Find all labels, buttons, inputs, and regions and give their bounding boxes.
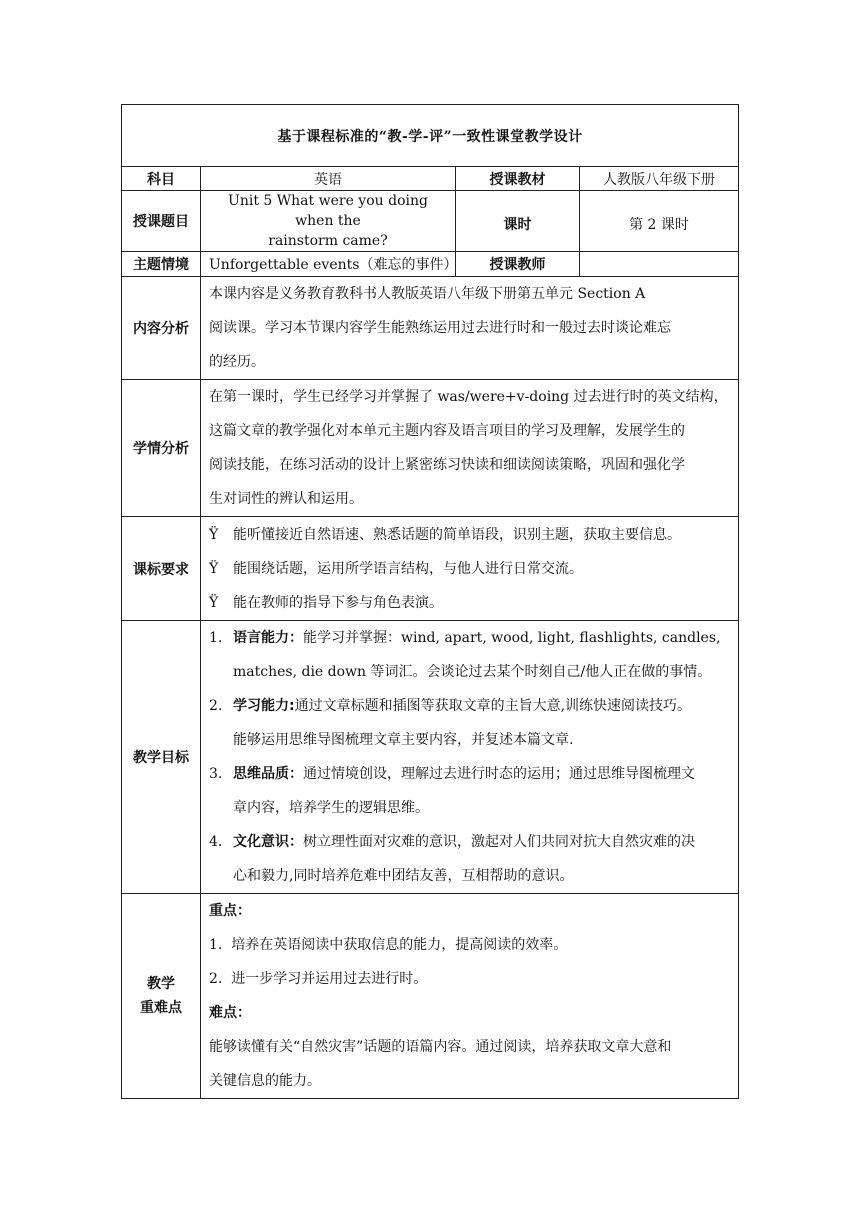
objective-text: 章内容，培养学生的逻辑思维。 [233, 800, 429, 816]
bullet-icon: Ÿ [209, 560, 219, 577]
key-points-label [122, 894, 201, 1099]
list-number: 2. [209, 698, 223, 714]
curriculum-body [201, 517, 739, 621]
lesson-plan-table [121, 104, 739, 1099]
teacher-value [580, 252, 739, 277]
list-item [209, 586, 730, 620]
objective-text: 心和毅力,同时培养危难中团结友善，互相帮助的意识。 [233, 868, 574, 884]
period-label: 课时 [456, 191, 580, 252]
list-item [209, 621, 730, 689]
theme-value: Unforgettable events（难忘的事件） [201, 252, 456, 277]
key-point-text: 培养在英语阅读中获取信息的能力，提高阅读的效率。 [231, 937, 568, 953]
textbook-label: 授课教材 [456, 167, 580, 191]
list-number: 1. [209, 630, 223, 646]
textbook-value: 人教版八年级下册 [580, 167, 739, 191]
list-item [209, 757, 730, 825]
subject-label: 科目 [122, 167, 201, 191]
objective-text: 能学习并掌握：wind, apart, wood, light, flashlights, candles, [303, 630, 721, 646]
objectives-label: 教学目标 [122, 621, 201, 894]
content-analysis-label: 内容分析 [122, 277, 201, 380]
objective-text: 能够运用思维导图梳理文章主要内容，并复述本篇文章. [233, 732, 574, 748]
curriculum-item: 能在教师的指导下参与角色表演。 [233, 594, 443, 611]
objectives-body [201, 621, 739, 894]
key-points-label-line2: 重难点 [140, 1000, 182, 1016]
curriculum-label: 课标要求 [122, 517, 201, 621]
objective-text: 通过文章标题和插图等获取文章的主旨大意,训练快速阅读技巧。 [294, 698, 692, 714]
content-analysis-body [201, 277, 739, 380]
curriculum-item: 能听懂接近自然语速、熟悉话题的简单语段，识别主题，获取主要信息。 [233, 526, 681, 543]
list-number: 1. [209, 937, 223, 953]
key-point-text: 进一步学习并运用过去进行时。 [231, 971, 428, 987]
student-analysis-line: 在第一课时，学生已经学习并掌握了 was/were+v-doing 过去进行时的英文结构， [209, 389, 728, 405]
student-analysis-label: 学情分析 [122, 380, 201, 517]
content-analysis-line: 本课内容是义务教育教科书人教版英语八年级下册第五单元 Section A [209, 286, 646, 302]
key-points-body [201, 894, 739, 1099]
list-number: 2. [209, 971, 223, 987]
difficult-point-line: 能够读懂有关“自然灾害”话题的语篇内容。通过阅读，培养获取文章大意和 [209, 1039, 672, 1055]
objective-text: 通过情境创设，理解过去进行时态的运用；通过思维导图梳理文 [303, 766, 695, 782]
list-item [209, 928, 730, 962]
student-analysis-body [201, 380, 739, 517]
subject-value: 英语 [201, 167, 456, 191]
period-value: 第 2 课时 [580, 191, 739, 252]
objective-head: 语言能力： [233, 630, 303, 646]
topic-label: 授课题目 [122, 191, 201, 252]
student-analysis-line: 阅读技能，在练习活动的设计上紧密练习快读和细读阅读策略，巩固和强化学 [209, 457, 685, 473]
document-title: 基于课程标准的“教-学-评”一致性课堂教学设计 [122, 105, 739, 167]
list-item [209, 552, 730, 586]
content-analysis-line: 阅读课。学习本节课内容学生能熟练运用过去进行时和一般过去时谈论难忘 [209, 320, 671, 336]
key-points-label-line1: 教学 [147, 976, 175, 992]
student-analysis-line: 生对词性的辨认和运用。 [209, 491, 363, 507]
objective-head: 思维品质： [233, 766, 303, 782]
key-points-head: 重点： [209, 903, 251, 919]
objective-head: 学习能力: [233, 698, 295, 714]
bullet-icon: Ÿ [209, 526, 219, 543]
list-item [209, 689, 730, 757]
list-item [209, 962, 730, 996]
list-item [209, 825, 730, 893]
list-number: 3. [209, 766, 223, 782]
topic-value-line1: Unit 5 What were you doing when the [228, 193, 428, 229]
objective-text: 树立理性面对灾难的意识，激起对人们共同对抗大自然灾难的决 [303, 834, 695, 850]
difficult-points-head: 难点： [209, 1005, 251, 1021]
topic-value [201, 191, 456, 252]
content-analysis-line: 的经历。 [209, 354, 265, 370]
student-analysis-line: 这篇文章的教学强化对本单元主题内容及语言项目的学习及理解，发展学生的 [209, 423, 685, 439]
difficult-point-line: 关键信息的能力。 [209, 1073, 321, 1089]
objective-text: matches, die down 等词汇。会谈论过去某个时刻自己/他人正在做的事情。 [233, 664, 712, 680]
list-item [209, 518, 730, 552]
curriculum-item: 能围绕话题，运用所学语言结构，与他人进行日常交流。 [233, 560, 583, 577]
topic-value-line2: rainstorm came? [268, 233, 388, 249]
objective-head: 文化意识： [233, 834, 303, 850]
theme-label: 主题情境 [122, 252, 201, 277]
teacher-label: 授课教师 [456, 252, 580, 277]
bullet-icon: Ÿ [209, 594, 219, 611]
list-number: 4. [209, 834, 223, 850]
